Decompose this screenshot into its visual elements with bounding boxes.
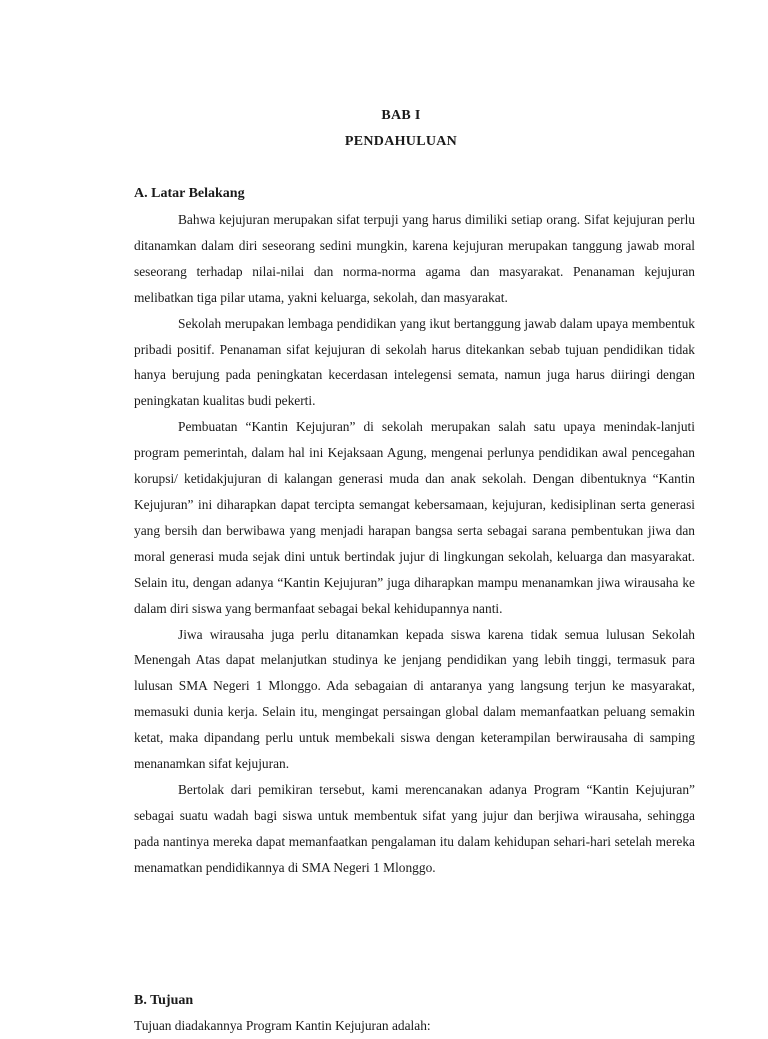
- paragraph: Sekolah merupakan lembaga pendidikan yang ikut bertanggung jawab dalam upaya membentuk pribadi positif. Penanaman sifat kejujuran di sekolah harus ditekankan sebab tujuan pendidikan tidak hanya berujung pada peningkatan kecerdasan intelegensi semata, namun juga harus diiringi dengan peningkatan kualitas budi pekerti.: [134, 315, 695, 409]
- paragraph: Bahwa kejujuran merupakan sifat terpuji yang harus dimiliki setiap orang. Sifat kejujuran perlu ditanamkan dalam diri seseorang sedini mungkin, karena kejujuran merupakan tanggung jawab moral seseorang terhadap nilai-nilai dan norma-norma agama dan masyarakat. Penanaman kejujuran melibatkan tiga pilar utama, yakni keluarga, sekolah, dan masyarakat.: [134, 212, 695, 305]
- chapter-number: BAB I: [381, 108, 421, 123]
- section-b-partial-line: Tujuan diadakannya Program Kantin Kejujuran adalah:: [134, 1018, 431, 1033]
- paragraph: Bertolak dari pemikiran tersebut, kami merencanakan adanya Program “Kantin Kejujuran” sebagai suatu wadah bagi siswa untuk membentuk sifat yang jujur dan berjiwa wirausaha, sehingga pada nantinya mereka dapat memanfaatkan pengalaman itu dalam kehidupan sehari-hari setelah mereka menamatkan pendidikannya di SMA Negeri 1 Mlonggo.: [134, 781, 695, 875]
- paragraph: Jiwa wirausaha juga perlu ditanamkan kepada siswa karena tidak semua lulusan Sekolah Menengah Atas dapat melanjutkan studinya ke jenjang pendidikan yang lebih tinggi, termasuk para lulusan SMA Negeri 1 Mlonggo. Ada sebagaian di antaranya yang langsung terjun ke masyarakat, memasuki dunia kerja. Selain itu, mengingat persaingan global dalam memanfaatkan peluang semakin ketat, maka dipandang perlu untuk membekali siswa dengan keterampilan berwirausaha di samping menanamkan sifat kejujuran.: [134, 626, 695, 772]
- section-a-body: [134, 207, 695, 881]
- section-a-title: A. Latar Belakang: [134, 186, 245, 201]
- paragraph: Pembuatan “Kantin Kejujuran” di sekolah merupakan salah satu upaya menindak-lanjuti program pemerintah, dalam hal ini Kejaksaan Agung, mengenai perlunya pendidikan awal pencegahan korupsi/ ketidakjujuran di kalangan generasi muda dan anak sekolah. Dengan dibentuknya “Kantin Kejujuran” ini diharapkan dapat tercipta semangat kebersamaan, kejujuran, kedisiplinan serta generasi yang bersih dan berwibawa yang menjadi harapan bangsa serta sebagai sarana pembentukan jiwa dan moral generasi muda sejak dini untuk bertindak jujur di lingkungan sekolah, keluarga dan masyarakat. Selain itu, dengan adanya “Kantin Kejujuran” juga diharapkan mampu menanamkan jiwa wirausaha ke dalam diri siswa yang bermanfaat sebagai bekal kehidupannya nanti.: [134, 419, 695, 616]
- section-b-title: B. Tujuan: [134, 993, 194, 1008]
- chapter-title: PENDAHULUAN: [344, 134, 458, 149]
